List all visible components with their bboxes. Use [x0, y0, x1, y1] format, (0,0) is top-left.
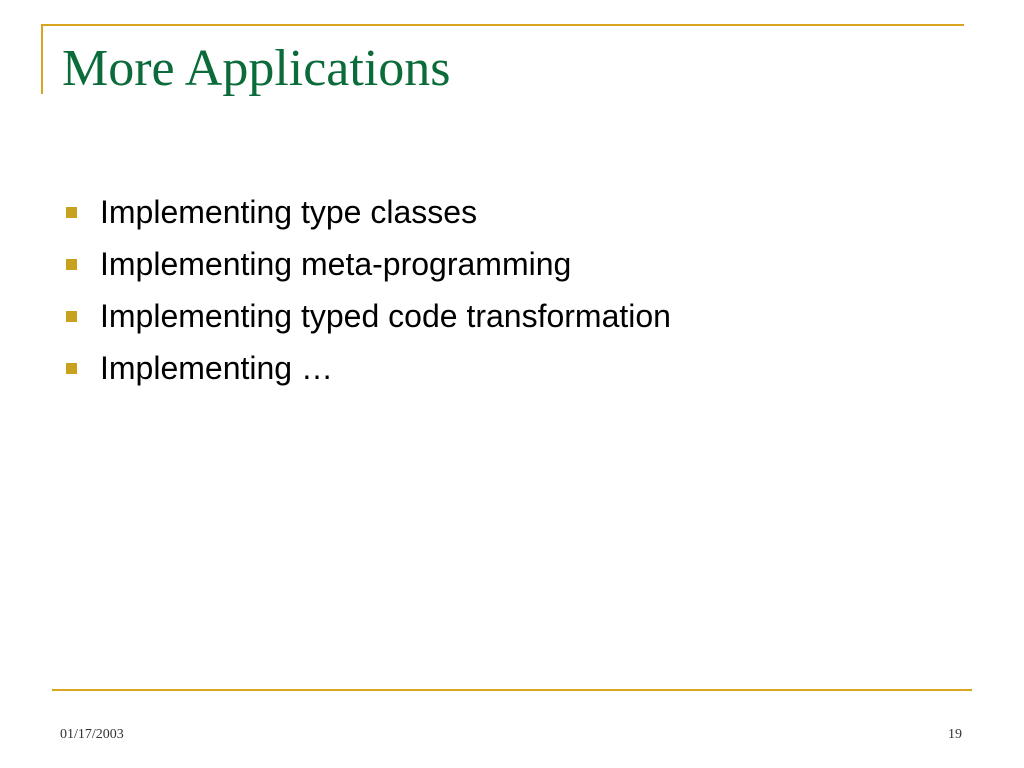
square-bullet-icon — [66, 207, 77, 218]
bullet-text: Implementing … — [100, 350, 333, 386]
left-accent-rule — [41, 24, 43, 94]
bullet-text: Implementing typed code transformation — [100, 298, 671, 334]
bullet-item — [66, 238, 671, 290]
bullet-text: Implementing meta-programming — [100, 246, 572, 282]
bullet-list — [66, 186, 671, 394]
footer-date: 01/17/2003 — [60, 727, 124, 742]
top-accent-rule — [41, 24, 964, 26]
bullet-item — [66, 290, 671, 342]
page-number: 19 — [948, 727, 962, 742]
bullet-item — [66, 342, 671, 394]
square-bullet-icon — [66, 311, 77, 322]
bullet-item — [66, 186, 671, 238]
bullet-text: Implementing type classes — [100, 194, 478, 230]
slide-title: More Applications — [62, 40, 451, 97]
footer-rule — [52, 689, 972, 691]
square-bullet-icon — [66, 259, 77, 270]
square-bullet-icon — [66, 363, 77, 374]
